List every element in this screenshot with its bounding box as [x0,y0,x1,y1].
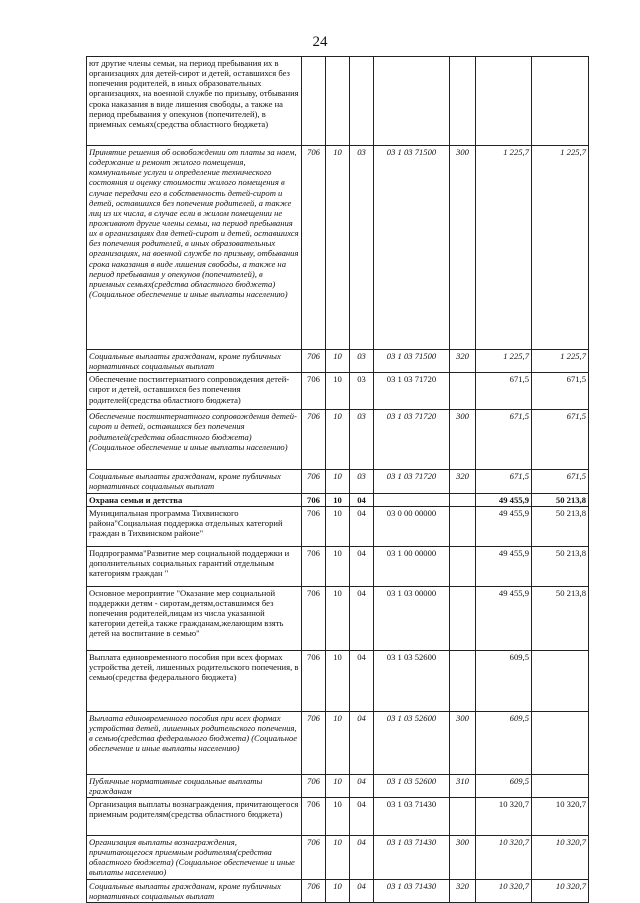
row-subsection: 03 [350,470,374,493]
row-section: 10 [326,373,350,410]
row-sum-year2 [532,57,589,146]
row-sum-year1: 671,5 [476,373,532,410]
row-sum-year2: 50 213,8 [532,546,589,586]
row-subsection [350,57,374,146]
row-sum-year2 [532,711,589,774]
table-row [87,506,589,546]
row-name: Социальные выплаты гражданам, кроме публичных нормативных социальных выплат [87,879,302,902]
row-code: 706 [302,586,326,650]
row-name: Организация выплаты вознаграждения, причитающегося приемным родителям(средства областного бюджета) [87,797,302,835]
row-code: 706 [302,373,326,410]
row-section: 10 [326,410,350,470]
row-target-article: 03 1 03 52600 [374,650,450,711]
page-number: 24 [312,34,328,50]
row-target-article: 03 1 03 71720 [374,410,450,470]
row-target-article: 03 1 00 00000 [374,546,450,586]
row-subsection: 03 [350,350,374,373]
row-target-article [374,493,450,506]
row-sum-year1: 49 455,9 [476,546,532,586]
row-section: 10 [326,774,350,797]
row-section: 10 [326,879,350,902]
row-sum-year2: 671,5 [532,373,589,410]
table-row [87,470,589,493]
row-sum-year1: 671,5 [476,470,532,493]
row-name: Обеспечение постинтернатного сопровождения детей-сирот и детей, оставшихся без попечения родителей(средства областного бюджета) [87,373,302,410]
table-row [87,146,589,350]
row-expense-type: 320 [450,350,476,373]
row-sum-year1: 10 320,7 [476,835,532,879]
row-sum-year1: 671,5 [476,410,532,470]
row-expense-type [450,797,476,835]
row-subsection: 04 [350,650,374,711]
budget-table-body [87,57,589,903]
row-code: 706 [302,506,326,546]
row-sum-year1 [476,57,532,146]
row-expense-type [450,57,476,146]
row-subsection: 03 [350,146,374,350]
row-sum-year1: 10 320,7 [476,879,532,902]
row-code: 706 [302,470,326,493]
row-target-article: 03 1 03 71430 [374,835,450,879]
row-sum-year2: 10 320,7 [532,797,589,835]
row-target-article: 03 1 03 71430 [374,879,450,902]
row-target-article: 03 1 03 71500 [374,350,450,373]
row-code: 706 [302,146,326,350]
row-code: 706 [302,493,326,506]
row-sum-year2: 1 225,7 [532,146,589,350]
row-code: 706 [302,797,326,835]
row-code: 706 [302,546,326,586]
row-expense-type: 310 [450,774,476,797]
row-sum-year1: 609,5 [476,774,532,797]
row-name: Выплата единовременного пособия при всех формах устройства детей, лишенных родительского попечения, в семью(средства федерального бюджета) (Социальное обеспечение и иные выплаты населению) [87,711,302,774]
row-expense-type: 320 [450,470,476,493]
row-section: 10 [326,586,350,650]
row-name: ют другие члены семьи, на период пребывания их в организациях для детей-сирот и детей, оставшихся без попечения родителей, в иных образовательных организациях, на военной службе по призыву, отбывания срока наказания в виде лишения свободы, а также на период пребывания у опекунов (попечителей), в приемных семьях(средства областного бюджета) [87,57,302,146]
row-code: 706 [302,650,326,711]
row-expense-type: 300 [450,146,476,350]
row-code [302,57,326,146]
row-subsection: 04 [350,835,374,879]
table-row [87,774,589,797]
table-row [87,373,589,410]
table-row [87,835,589,879]
row-section: 10 [326,506,350,546]
row-name: Публичные нормативные социальные выплаты гражданам [87,774,302,797]
table-row [87,493,589,506]
row-target-article: 03 1 03 52600 [374,774,450,797]
row-code: 706 [302,835,326,879]
row-name: Принятие решения об освобождении от платы за наем, содержание и ремонт жилого помещения, коммунальные услуги и определение технического состояния и оценку стоимости жилого помещения в случае передачи его в собственность детей-сирот и детей, оставшихся без попечения родителей, а также лиц из их числа, в случае если в жилом помещении не проживают другие члены семьи, на период пребывания их в организациях для детей-сирот и детей, оставшихся без попечения родителей, в иных образовательных организациях, на военной службе по призыву, отбывания срока наказания в виде лишения свободы, а также на период пребывания у опекунов (попечителей), в приемных семьях(средства областного бюджета) (Социальное обеспечение и иные выплаты населению) [87,146,302,350]
row-sum-year2: 50 213,8 [532,586,589,650]
budget-table [86,56,589,903]
row-expense-type: 320 [450,879,476,902]
row-sum-year2 [532,650,589,711]
table-row [87,57,589,146]
row-sum-year1: 609,5 [476,650,532,711]
row-name: Охрана семьи и детства [87,493,302,506]
row-code: 706 [302,879,326,902]
table-row [87,546,589,586]
row-name: Обеспечение постинтернатного сопровождения детей-сирот и детей, оставшихся без попечения родителей(средства областного бюджета) (Социальное обеспечение и иные выплаты населению) [87,410,302,470]
row-section: 10 [326,350,350,373]
row-code: 706 [302,711,326,774]
table-row [87,711,589,774]
row-section: 10 [326,711,350,774]
row-name: Организация выплаты вознаграждения, причитающегося приемным родителям(средства областного бюджета) (Социальное обеспечение и иные выплаты населению) [87,835,302,879]
row-expense-type: 300 [450,711,476,774]
row-expense-type [450,373,476,410]
table-row [87,350,589,373]
row-expense-type [450,650,476,711]
row-target-article: 03 1 03 71430 [374,797,450,835]
row-sum-year1: 1 225,7 [476,146,532,350]
row-sum-year2 [532,774,589,797]
table-row [87,650,589,711]
row-expense-type [450,546,476,586]
row-subsection: 04 [350,774,374,797]
row-sum-year1: 609,5 [476,711,532,774]
row-name: Подпрограмма"Развитие мер социальной поддержки и дополнительных социальных гарантий отдельным категориям граждан " [87,546,302,586]
row-section: 10 [326,835,350,879]
row-sum-year2: 10 320,7 [532,879,589,902]
row-sum-year1: 1 225,7 [476,350,532,373]
row-subsection: 03 [350,373,374,410]
table-row [87,879,589,902]
row-subsection: 03 [350,410,374,470]
row-expense-type: 300 [450,835,476,879]
row-section: 10 [326,146,350,350]
row-target-article: 03 0 00 00000 [374,506,450,546]
row-expense-type [450,586,476,650]
row-target-article: 03 1 03 71500 [374,146,450,350]
row-name: Социальные выплаты гражданам, кроме публичных нормативных социальных выплат [87,470,302,493]
row-section: 10 [326,797,350,835]
row-sum-year2: 10 320,7 [532,835,589,879]
row-sum-year2: 50 213,8 [532,506,589,546]
row-target-article: 03 1 03 00000 [374,586,450,650]
row-sum-year1: 49 455,9 [476,506,532,546]
row-sum-year1: 10 320,7 [476,797,532,835]
row-sum-year2: 671,5 [532,470,589,493]
row-subsection: 04 [350,506,374,546]
row-name: Муниципальная программа Тихвинского района"Социальная поддержка отдельных категорий граждан в Тихвинском районе" [87,506,302,546]
row-subsection: 04 [350,711,374,774]
row-section: 10 [326,493,350,506]
row-section: 10 [326,546,350,586]
row-expense-type: 300 [450,410,476,470]
row-subsection: 04 [350,586,374,650]
row-subsection: 04 [350,797,374,835]
row-target-article: 03 1 03 52600 [374,711,450,774]
row-subsection: 04 [350,546,374,586]
table-row [87,410,589,470]
row-code: 706 [302,410,326,470]
row-sum-year2: 1 225,7 [532,350,589,373]
row-code: 706 [302,350,326,373]
row-target-article: 03 1 03 71720 [374,470,450,493]
row-subsection: 04 [350,493,374,506]
row-sum-year1: 49 455,9 [476,586,532,650]
row-sum-year1: 49 455,9 [476,493,532,506]
row-expense-type [450,493,476,506]
row-sum-year2: 671,5 [532,410,589,470]
row-name: Выплата единовременного пособия при всех формах устройства детей, лишенных родительского попечения, в семью(средства федерального бюджета) [87,650,302,711]
row-code: 706 [302,774,326,797]
row-expense-type [450,506,476,546]
row-target-article: 03 1 03 71720 [374,373,450,410]
table-row [87,797,589,835]
row-section: 10 [326,650,350,711]
row-target-article [374,57,450,146]
row-subsection: 04 [350,879,374,902]
row-section [326,57,350,146]
table-row [87,586,589,650]
row-name: Основное мероприятие "Оказание мер социальной поддержки детям - сиротам,детям,оставшимся без попечения родителей,лицам из числа указанной категории детей,а также гражданам,желающим взять детей на воспитание в семью" [87,586,302,650]
row-name: Социальные выплаты гражданам, кроме публичных нормативных социальных выплат [87,350,302,373]
row-section: 10 [326,470,350,493]
row-sum-year2: 50 213,8 [532,493,589,506]
